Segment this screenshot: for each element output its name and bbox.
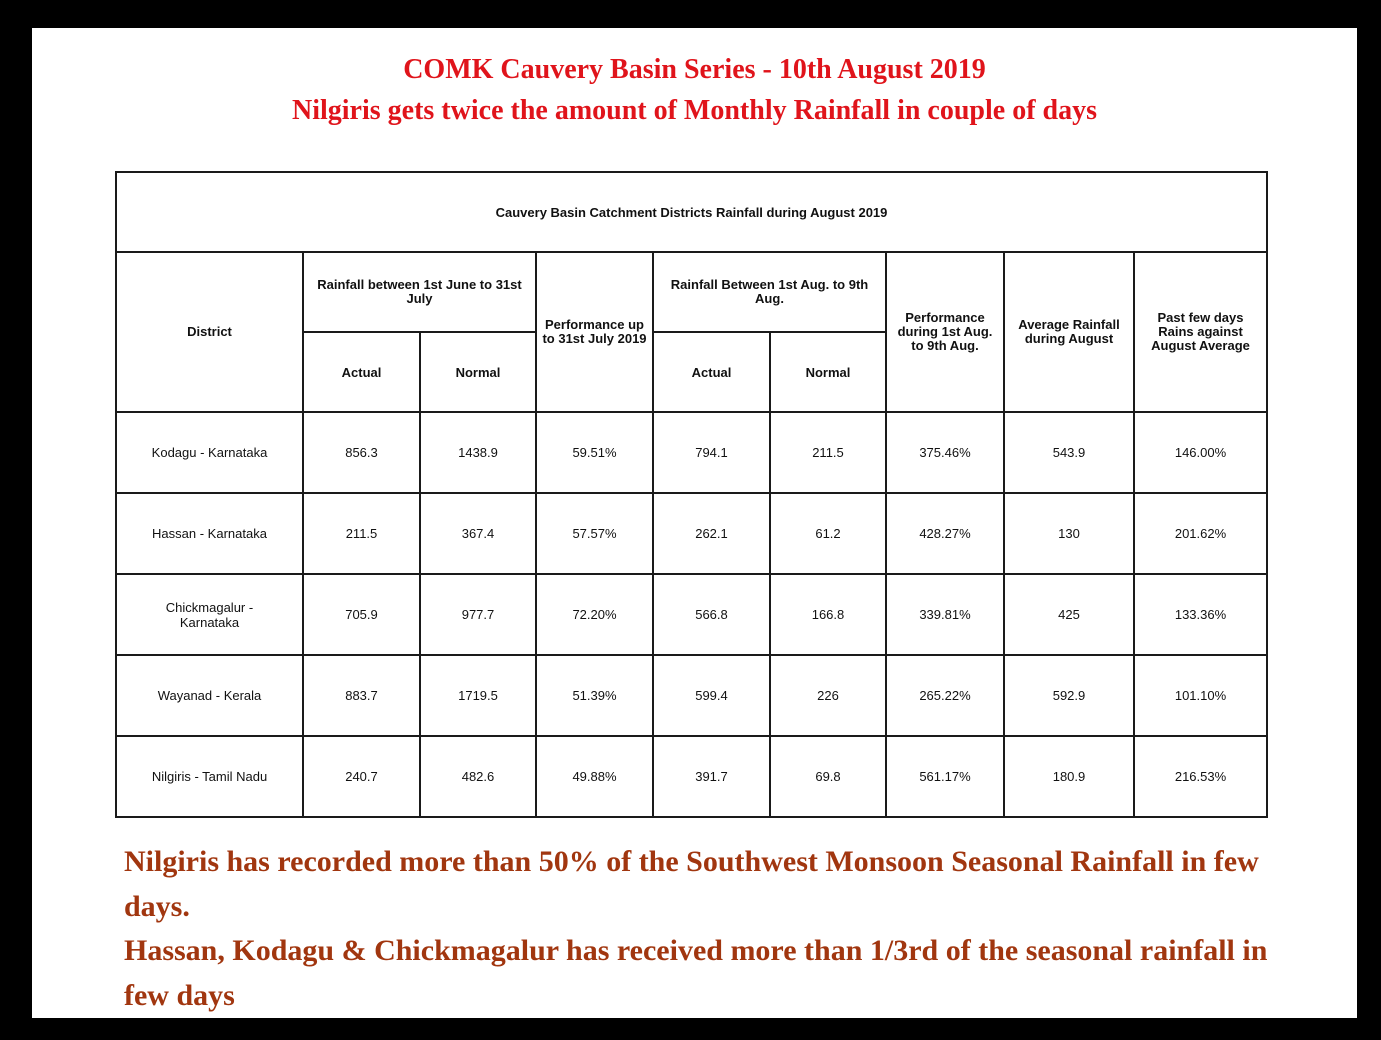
- cell-district: Kodagu - Karnataka: [116, 412, 303, 493]
- cell-normal-august: 61.2: [770, 493, 886, 574]
- header-average-august: Average Rainfall during August: [1004, 252, 1134, 412]
- header-actual-august: Actual: [653, 332, 770, 412]
- cell-actual-august: 566.8: [653, 574, 770, 655]
- cell-average-august: 592.9: [1004, 655, 1134, 736]
- cell-past-days: 133.36%: [1134, 574, 1267, 655]
- cell-normal-june-july: 367.4: [420, 493, 536, 574]
- cell-performance-august: 561.17%: [886, 736, 1004, 817]
- rainfall-table: [115, 171, 1268, 818]
- cell-performance-august: 375.46%: [886, 412, 1004, 493]
- header-district: District: [116, 252, 303, 412]
- cell-actual-june-july: 240.7: [303, 736, 420, 817]
- headline-summary: Nilgiris gets twice the amount of Monthly Rainfall in couple of days: [292, 95, 1097, 126]
- cell-performance-august: 428.27%: [886, 493, 1004, 574]
- cell-average-august: 180.9: [1004, 736, 1134, 817]
- cell-normal-june-july: 1438.9: [420, 412, 536, 493]
- table-row: [116, 412, 1267, 493]
- header-performance-july: Performance up to 31st July 2019: [536, 252, 653, 412]
- header-performance-august: Performance during 1st Aug. to 9th Aug.: [886, 252, 1004, 412]
- cell-average-august: 130: [1004, 493, 1134, 574]
- document-page: [32, 28, 1357, 1018]
- header-actual-june-july: Actual: [303, 332, 420, 412]
- cell-normal-august: 211.5: [770, 412, 886, 493]
- header-rainfall-august: Rainfall Between 1st Aug. to 9th Aug.: [653, 252, 886, 332]
- cell-average-august: 425: [1004, 574, 1134, 655]
- cell-district: Chickmagalur - Karnataka: [116, 574, 303, 655]
- cell-district: Nilgiris - Tamil Nadu: [116, 736, 303, 817]
- cell-actual-june-july: 883.7: [303, 655, 420, 736]
- cell-actual-august: 391.7: [653, 736, 770, 817]
- header-normal-august: Normal: [770, 332, 886, 412]
- cell-actual-august: 794.1: [653, 412, 770, 493]
- table-caption: Cauvery Basin Catchment Districts Rainfall during August 2019: [116, 172, 1267, 252]
- headline-series: COMK Cauvery Basin Series - 10th August 2019: [403, 54, 986, 85]
- table-row: [116, 574, 1267, 655]
- cell-performance-july: 72.20%: [536, 574, 653, 655]
- cell-performance-july: 59.51%: [536, 412, 653, 493]
- cell-past-days: 146.00%: [1134, 412, 1267, 493]
- note-nilgiris: Nilgiris has recorded more than 50% of the Southwest Monsoon Seasonal Rainfall in few days.: [124, 845, 1259, 923]
- cell-actual-june-july: 856.3: [303, 412, 420, 493]
- cell-actual-june-july: 705.9: [303, 574, 420, 655]
- cell-performance-august: 265.22%: [886, 655, 1004, 736]
- cell-performance-july: 51.39%: [536, 655, 653, 736]
- table-row: [116, 493, 1267, 574]
- cell-average-august: 543.9: [1004, 412, 1134, 493]
- table-row: [116, 655, 1267, 736]
- cell-past-days: 101.10%: [1134, 655, 1267, 736]
- cell-normal-june-july: 482.6: [420, 736, 536, 817]
- cell-district: Hassan - Karnataka: [116, 493, 303, 574]
- cell-actual-august: 262.1: [653, 493, 770, 574]
- cell-performance-july: 49.88%: [536, 736, 653, 817]
- cell-actual-august: 599.4: [653, 655, 770, 736]
- cell-past-days: 216.53%: [1134, 736, 1267, 817]
- cell-actual-june-july: 211.5: [303, 493, 420, 574]
- cell-performance-july: 57.57%: [536, 493, 653, 574]
- table-row: [116, 736, 1267, 817]
- header-rainfall-june-july: Rainfall between 1st June to 31st July: [303, 252, 536, 332]
- cell-performance-august: 339.81%: [886, 574, 1004, 655]
- header-normal-june-july: Normal: [420, 332, 536, 412]
- note-other-districts: Hassan, Kodagu & Chickmagalur has received more than 1/3rd of the seasonal rainfall in few days: [124, 934, 1268, 1012]
- cell-normal-june-july: 977.7: [420, 574, 536, 655]
- cell-past-days: 201.62%: [1134, 493, 1267, 574]
- header-past-days: Past few days Rains against August Average: [1134, 252, 1267, 412]
- cell-normal-august: 166.8: [770, 574, 886, 655]
- cell-normal-june-july: 1719.5: [420, 655, 536, 736]
- cell-normal-august: 226: [770, 655, 886, 736]
- cell-district: Wayanad - Kerala: [116, 655, 303, 736]
- cell-normal-august: 69.8: [770, 736, 886, 817]
